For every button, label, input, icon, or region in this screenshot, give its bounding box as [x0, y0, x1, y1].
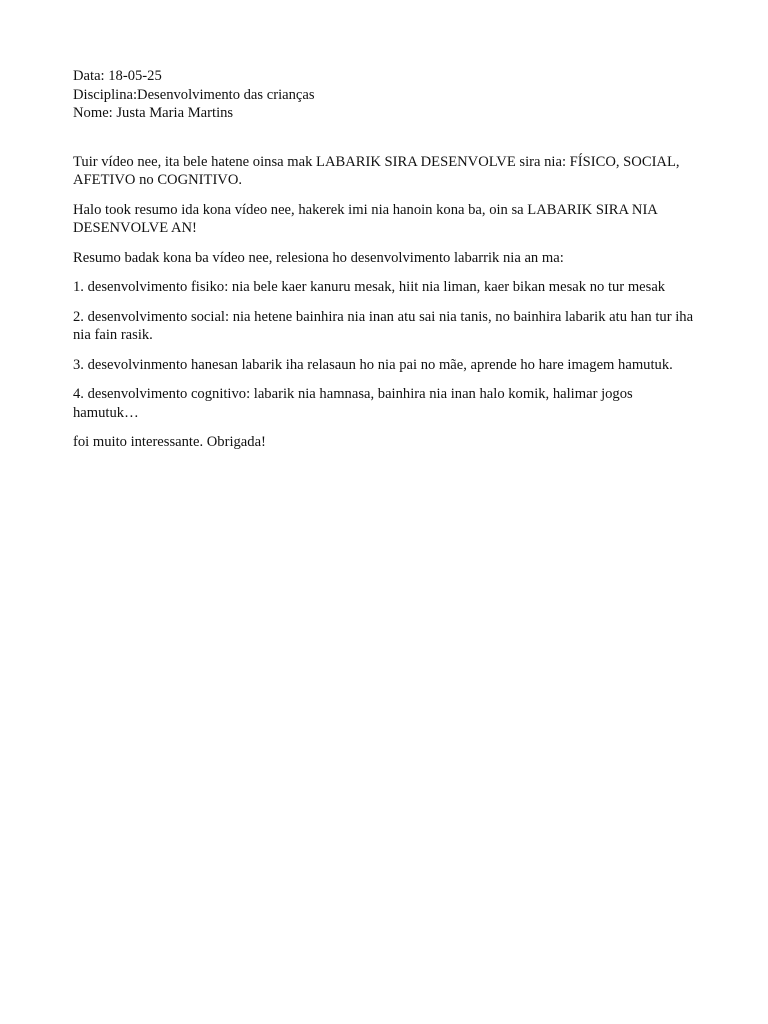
instruction-paragraph: Halo took resumo ida kona vídeo nee, hakerek imi nia hanoin kona ba, oin sa LABARIK SIRA NIA DESENVOLVE AN! — [73, 201, 658, 236]
subject-line: Disciplina:Desenvolvimento das crianças — [73, 86, 315, 103]
document-content — [73, 67, 698, 463]
list-item-social: 2. desenvolvimento social: nia hetene bainhira nia inan atu sai nia tanis, no bainhira labarik atu han tur iha nia fain rasik. — [73, 308, 694, 343]
date-line: Data: 18-05-25 — [73, 68, 162, 84]
list-item-affective: 3. desevolvinmento hanesan labarik iha relasaun ho nia pai no mãe, aprende ho hare imagem hamutuk. — [73, 356, 673, 373]
intro-paragraph: Tuir vídeo nee, ita bele hatene oinsa mak LABARIK SIRA DESENVOLVE sira nia: FÍSICO, SOCIAL, AFETIVO no COGNITIVO. — [73, 153, 680, 188]
list-item-cognitive: 4. desenvolvimento cognitivo: labarik nia hamnasa, bainhira nia inan halo komik, halimar jogos hamutuk… — [73, 386, 633, 421]
list-item-physical: 1. desenvolvimento fisiko: nia bele kaer kanuru mesak, hiit nia liman, kaer bikan mesak no tur mesak — [73, 279, 666, 295]
name-line: Nome: Justa Maria Martins — [73, 105, 234, 121]
closing-paragraph: foi muito interessante. Obrigada! — [73, 434, 266, 450]
document-header — [73, 67, 698, 123]
summary-intro-paragraph: Resumo badak kona ba vídeo nee, relesiona ho desenvolvimento labarrik nia an ma: — [73, 249, 564, 266]
